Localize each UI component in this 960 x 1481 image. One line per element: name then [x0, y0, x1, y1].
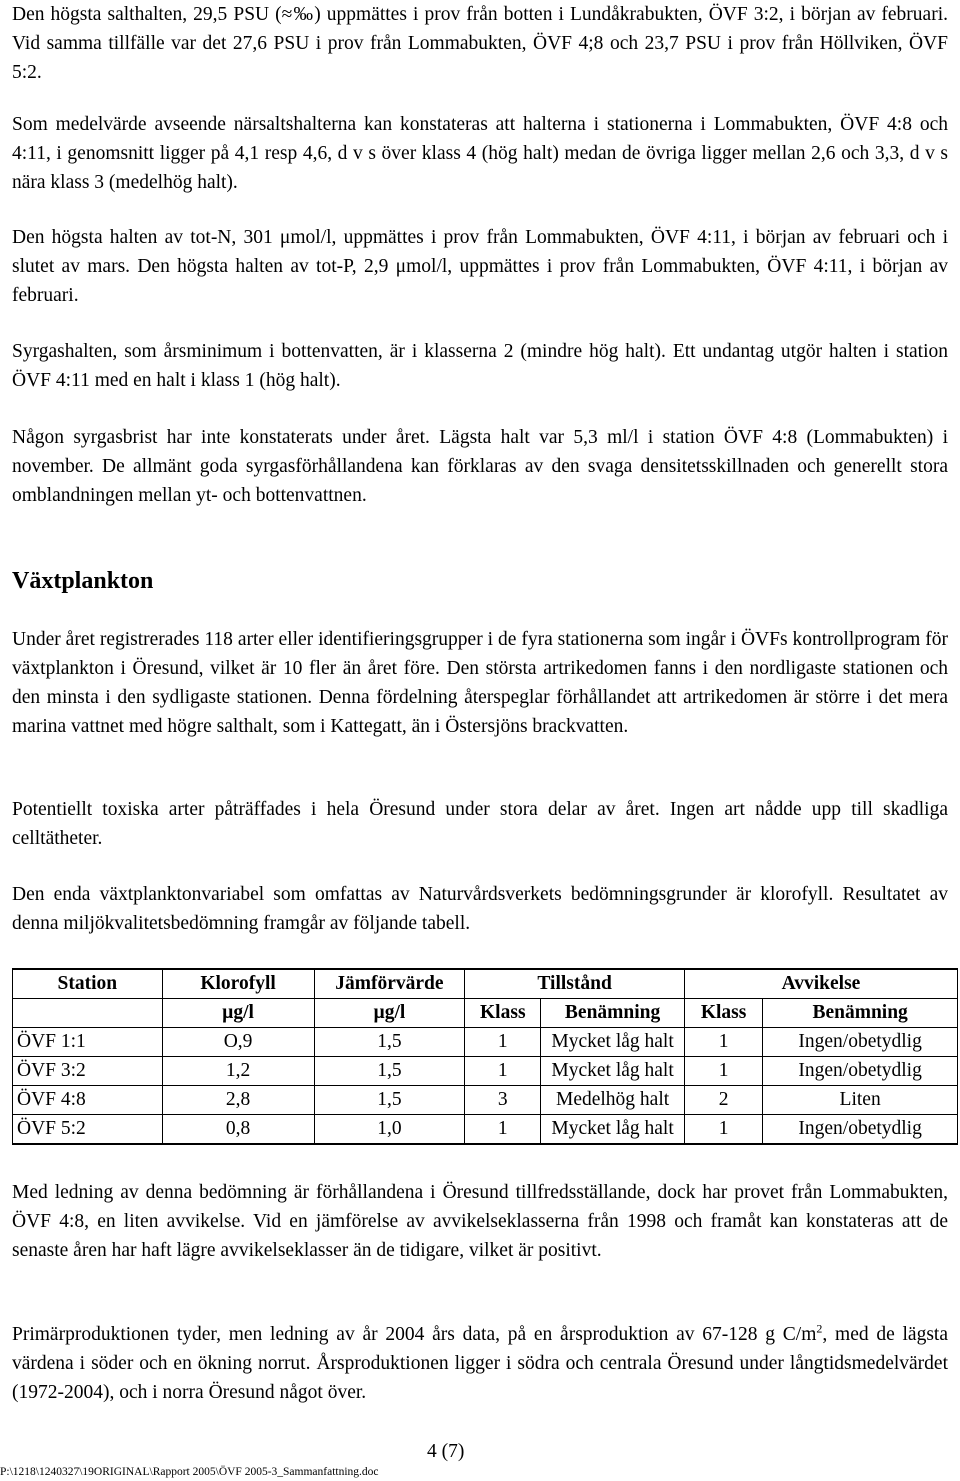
- paragraph-narsalter: Som medelvärde avseende närsaltshalterna kan konstateras att halterna i stationerna i Lommabukten, ÖVF 4:8 och 4:11, i genomsnitt ligger på 4,1 resp 4,6, d v s över klass 4 (hög halt) medan de övriga ligger mellan 2,6 och 3,3, d v s nära klass 3 (medelhög halt).: [12, 114, 948, 193]
- th-tillstand-klass: Klass: [465, 999, 541, 1028]
- table-header-row: [13, 969, 958, 999]
- paragraph-primarproduktion: [12, 1320, 948, 1407]
- th-jamforvarde: Jämförvärde: [314, 969, 465, 999]
- cell-avvikelse-benamning: Ingen/obetydlig: [763, 1057, 958, 1086]
- cell-avvikelse-benamning: Ingen/obetydlig: [763, 1115, 958, 1145]
- paragraph-bedomning: Med ledning av denna bedömning är förhållandena i Öresund tillfredsställande, dock har provet från Lommabukten, ÖVF 4:8, en liten avvikelse. Vid en jämförelse av avvikelseklasserna från 1998 och framåt kan konstateras att de senaste åren har haft lägre avvikelseklasser än de tidigare, vilket är positivt.: [12, 1182, 948, 1261]
- paragraph-syrgasbrist: Någon syrgasbrist har inte konstaterats under året. Lägsta halt var 5,3 ml/l i station ÖVF 4:8 (Lommabukten) i november. De allmänt goda syrgasförhållandena kan förklaras av den svaga densitetsskillnaden och generellt stora omblandningen mellan yt- och bottenvattnen.: [12, 427, 948, 506]
- cell-klorofyll: 2,8: [162, 1086, 314, 1115]
- primarproduktion-text-1: Primärproduktionen tyder, men ledning av år 2004 års data, på en årsproduktion av 67-128 g C/m: [12, 1324, 817, 1345]
- cell-klorofyll: O,9: [162, 1028, 314, 1057]
- paragraph-syrgashalt: Syrgashalten, som årsminimum i bottenvatten, är i klasserna 2 (mindre hög halt). Ett undantag utgör halten i station ÖVF 4:11 med en halt i klass 1 (hög halt).: [12, 341, 948, 391]
- cell-tillstand-klass: 1: [465, 1115, 541, 1145]
- table-row: [13, 1028, 958, 1057]
- paragraph-klorofyll: Den enda växtplanktonvariabel som omfattas av Naturvårdsverkets bedömningsgrunder är klorofyll. Resultatet av denna miljökvalitetsbedömning framgår av följande tabell.: [12, 884, 948, 934]
- file-path: P:\1218\1240327\19ORIGINAL\Rapport 2005\ÖVF 2005-3_Sammanfattning.doc: [0, 1466, 379, 1478]
- cell-tillstand-benamning: Mycket låg halt: [541, 1115, 685, 1145]
- th-unit-jamforvarde: µg/l: [314, 999, 465, 1028]
- cell-avvikelse-benamning: Ingen/obetydlig: [763, 1028, 958, 1057]
- cell-station: ÖVF 3:2: [13, 1057, 163, 1086]
- table-row: [13, 1057, 958, 1086]
- cell-klorofyll: 1,2: [162, 1057, 314, 1086]
- th-unit-klorofyll: µg/l: [162, 999, 314, 1028]
- th-klorofyll: Klorofyll: [162, 969, 314, 999]
- table-subheader-row: [13, 999, 958, 1028]
- cell-tillstand-benamning: Mycket låg halt: [541, 1028, 685, 1057]
- cell-tillstand-klass: 1: [465, 1028, 541, 1057]
- cell-jamforvarde: 1,5: [314, 1057, 465, 1086]
- th-empty: [13, 999, 163, 1028]
- cell-station: ÖVF 5:2: [13, 1115, 163, 1145]
- th-avvikelse-klass: Klass: [684, 999, 762, 1028]
- cell-klorofyll: 0,8: [162, 1115, 314, 1145]
- cell-avvikelse-klass: 1: [684, 1057, 762, 1086]
- cell-avvikelse-benamning: Liten: [763, 1086, 958, 1115]
- primarproduktion-text-2: , med de lägsta värdena i söder och en ökning norrut. Årsproduktionen ligger i södra och centrala Öresund under långtidsmedelvärdet (1972-2004), och i norra Öresund något över.: [12, 1324, 948, 1403]
- chlorophyll-table: [12, 968, 958, 1145]
- th-station: Station: [13, 969, 163, 999]
- th-avvikelse-benamning: Benämning: [763, 999, 958, 1028]
- cell-avvikelse-klass: 2: [684, 1086, 762, 1115]
- cell-jamforvarde: 1,5: [314, 1028, 465, 1057]
- cell-jamforvarde: 1,0: [314, 1115, 465, 1145]
- table-row: [13, 1086, 958, 1115]
- th-tillstand-benamning: Benämning: [541, 999, 685, 1028]
- cell-station: ÖVF 1:1: [13, 1028, 163, 1057]
- page-number: 4 (7): [427, 1441, 465, 1462]
- cell-tillstand-klass: 1: [465, 1057, 541, 1086]
- paragraph-salthalt: Den högsta salthalten, 29,5 PSU (≈‰) uppmättes i prov från botten i Lundåkrabukten, ÖVF 3:2, i början av februari. Vid samma tillfälle var det 27,6 PSU i prov från Lommabukten, ÖVF 4;8 och 23,7 PSU i prov från Höllviken, ÖVF 5:2.: [12, 4, 948, 83]
- th-tillstand: Tillstånd: [465, 969, 685, 999]
- table-row: [13, 1115, 958, 1145]
- cell-avvikelse-klass: 1: [684, 1115, 762, 1145]
- cell-avvikelse-klass: 1: [684, 1028, 762, 1057]
- cell-tillstand-benamning: Medelhög halt: [541, 1086, 685, 1115]
- section-heading-vaxtplankton: Växtplankton: [12, 568, 154, 594]
- th-avvikelse: Avvikelse: [684, 969, 957, 999]
- superscript-2: 2: [816, 1321, 823, 1336]
- cell-tillstand-benamning: Mycket låg halt: [541, 1057, 685, 1086]
- paragraph-tot-n-tot-p: Den högsta halten av tot-N, 301 μmol/l, uppmättes i prov från Lommabukten, ÖVF 4:11, i början av februari och i slutet av mars. Den högsta halten av tot-P, 2,9 μmol/l, uppmättes i prov från Lommabukten, ÖVF 4:11, i början av februari.: [12, 227, 948, 306]
- paragraph-arter: Under året registrerades 118 arter eller identifieringsgrupper i de fyra stationerna som ingår i ÖVFs kontrollprogram för växtplankton i Öresund, vilket är 10 fler än året före. Den största artrikedomen fanns i den nordligaste stationen och den minsta i den sydligaste stationen. Denna fördelning återspeglar förhållandet att artrikedomen är större i det mera marina vattnet med högre salthalt, som i Kattegatt, än i Östersjöns brackvatten.: [12, 629, 948, 737]
- paragraph-toxiska-arter: Potentiellt toxiska arter påträffades i hela Öresund under stora delar av året. Ingen art nådde upp till skadliga celltätheter.: [12, 799, 948, 849]
- cell-tillstand-klass: 3: [465, 1086, 541, 1115]
- cell-station: ÖVF 4:8: [13, 1086, 163, 1115]
- cell-jamforvarde: 1,5: [314, 1086, 465, 1115]
